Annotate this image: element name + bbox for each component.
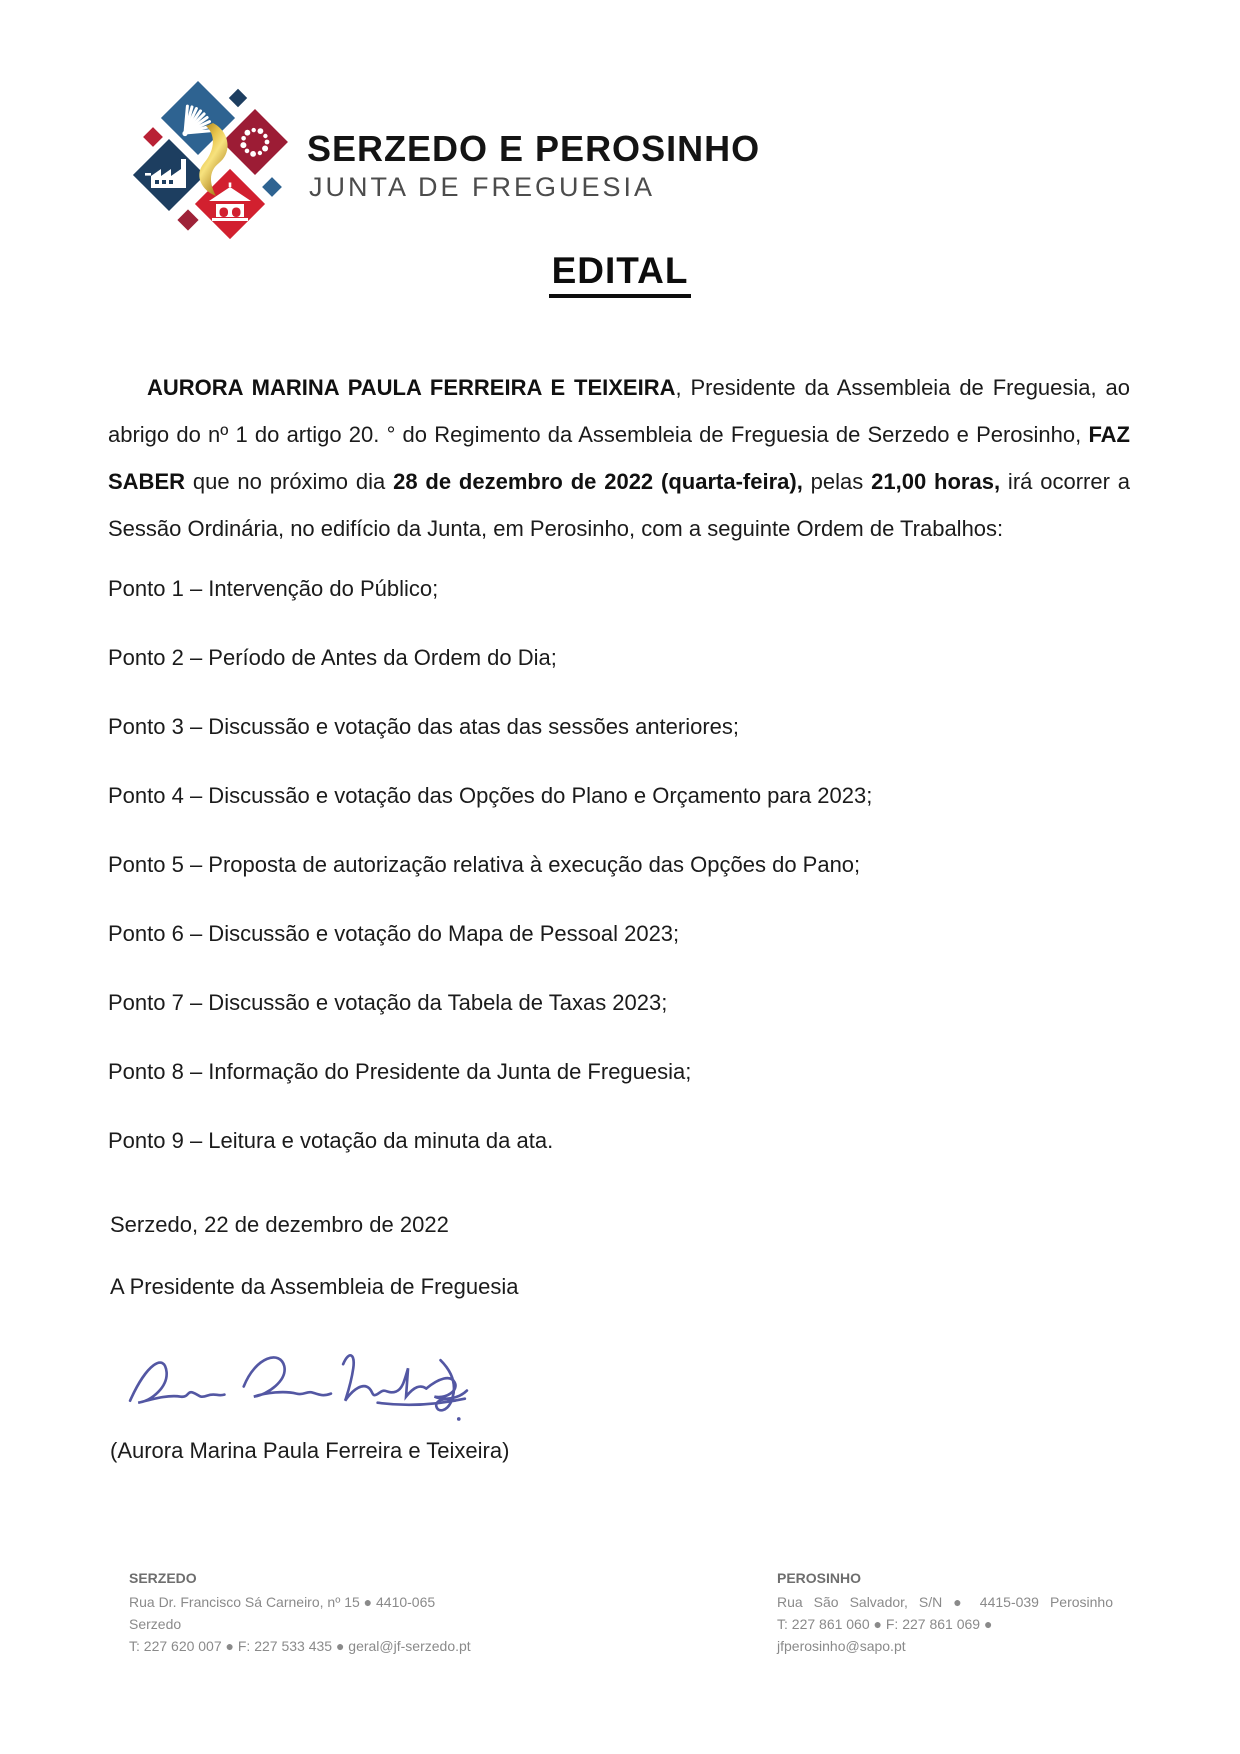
- president-name: AURORA MARINA PAULA FERREIRA E TEIXEIRA: [147, 375, 676, 400]
- intro-seg2: que no próximo dia: [185, 469, 394, 494]
- small-red-diamond-left: [143, 127, 163, 147]
- small-darkred-diamond-bottom: [177, 209, 198, 230]
- agenda-item-3: Ponto 3 – Discussão e votação das atas das sessões anteriores;: [108, 714, 740, 739]
- intro-paragraph: [108, 364, 1130, 552]
- agenda-item-8: Ponto 8 – Informação do Presidente da Junta de Freguesia;: [108, 1059, 692, 1084]
- agenda-item-4: Ponto 4 – Discussão e votação das Opções do Plano e Orçamento para 2023;: [108, 783, 873, 808]
- intro-seg3: pelas: [802, 469, 872, 494]
- footer-perosinho-contacts: T: 227 861 060 ● F: 227 861 069 ● jfperosinho@sapo.pt: [777, 1616, 993, 1654]
- page-title: EDITAL: [549, 250, 692, 298]
- intro-seg1: , Presidente da Assembleia de Freguesia, ao abrigo do nº 1 do artigo 20. ° do Regimento da Assembleia de Freguesia de Serzedo e Perosinho,: [108, 375, 1130, 447]
- org-logo: [115, 60, 295, 240]
- place-date-line: Serzedo, 22 de dezembro de 2022: [110, 1212, 449, 1237]
- agenda-item-9: Ponto 9 – Leitura e votação da minuta da ata.: [108, 1128, 554, 1153]
- signer-name-line: (Aurora Marina Paula Ferreira e Teixeira): [110, 1438, 510, 1463]
- intro-seg4: irá ocorrer a Sessão Ordinária, no edifício da Junta, em Perosinho, com a seguinte Ordem de Trabalhos:: [108, 469, 1131, 541]
- agenda-item-2: Ponto 2 – Período de Antes da Ordem do Dia;: [108, 645, 557, 670]
- small-navy-diamond: [229, 89, 247, 107]
- agenda-list: [108, 576, 1138, 1197]
- footer-perosinho-address: Rua São Salvador, S/N ● 4415-039 Perosinho: [777, 1594, 1113, 1610]
- footer-serzedo-address: Rua Dr. Francisco Sá Carneiro, nº 15 ● 4410-065 Serzedo: [129, 1594, 436, 1632]
- signature-strokes: [130, 1355, 467, 1420]
- footer-serzedo: [129, 1568, 474, 1657]
- agenda-item-6: Ponto 6 – Discussão e votação do Mapa de Pessoal 2023;: [108, 921, 680, 946]
- faz-saber: FAZ SABER: [108, 422, 1130, 494]
- session-date: 28 de dezembro de 2022 (quarta-feira),: [393, 469, 803, 494]
- signature-image: [124, 1336, 474, 1436]
- footer-serzedo-contacts: T: 227 620 007 ● F: 227 533 435 ● geral@jf-serzedo.pt: [129, 1638, 471, 1654]
- org-name: SERZEDO E PEROSINHO: [307, 128, 761, 169]
- session-time: 21,00 horas,: [871, 469, 1001, 494]
- footer-serzedo-title: SERZEDO: [129, 1570, 197, 1586]
- agenda-item-5: Ponto 5 – Proposta de autorização relativa à execução das Opções do Pano;: [108, 852, 861, 877]
- title-row: [0, 250, 1240, 298]
- small-blue-diamond-right: [262, 177, 282, 197]
- signer-title-line: A Presidente da Assembleia de Freguesia: [110, 1274, 519, 1299]
- agenda-item-1: Ponto 1 – Intervenção do Público;: [108, 576, 439, 601]
- footer-perosinho: [777, 1568, 1113, 1657]
- agenda-item-7: Ponto 7 – Discussão e votação da Tabela de Taxas 2023;: [108, 990, 668, 1015]
- footer-perosinho-title: PEROSINHO: [777, 1570, 862, 1586]
- org-subtitle: JUNTA DE FREGUESIA: [309, 172, 656, 202]
